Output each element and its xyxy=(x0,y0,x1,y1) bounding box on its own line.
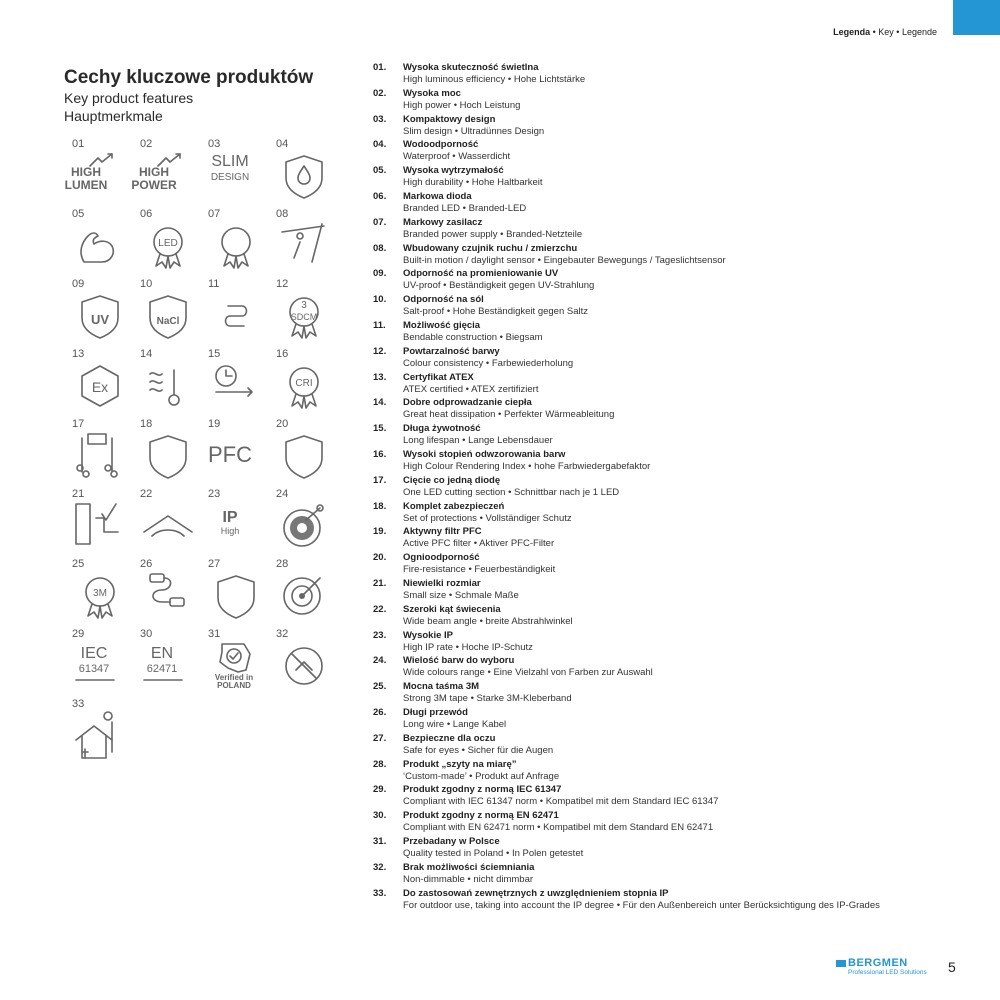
feature-number: 18. xyxy=(373,500,387,512)
icon-number: 26 xyxy=(140,558,153,570)
wide-beam-icon xyxy=(140,502,196,550)
svg-text:HIGH: HIGH xyxy=(139,165,169,179)
brand-tagline: Professional LED Solutions xyxy=(848,969,927,976)
feature-title: Wysoka skuteczność świetlna xyxy=(403,62,539,73)
long-wire-icon xyxy=(140,572,196,620)
feature-icon-cell xyxy=(72,558,132,618)
feature-title: Wysoka wytrzymałość xyxy=(403,165,504,177)
feature-icon-cell xyxy=(140,278,200,338)
page-title: Cechy kluczowe produktów xyxy=(64,67,314,88)
feature-number: 08. xyxy=(373,242,387,254)
feature-number: 30. xyxy=(373,810,387,822)
feature-icon-cell xyxy=(72,208,132,268)
feature-item xyxy=(373,268,973,294)
feature-number: 11. xyxy=(373,319,386,331)
feature-item xyxy=(373,707,973,733)
feature-title: Wodoodporność xyxy=(403,139,479,151)
en-62471-icon xyxy=(140,642,196,690)
feature-icon-cell xyxy=(131,138,200,198)
feature-description: Great heat dissipation • Perfekter Wärmeableitung xyxy=(403,409,615,421)
feature-title: Wysoki stopień odwzorowania barw xyxy=(403,448,566,460)
feature-item xyxy=(373,810,973,836)
icon-number: 14 xyxy=(140,348,153,360)
feature-item xyxy=(373,862,973,888)
feature-title: Kompaktowy design xyxy=(403,113,496,125)
feature-title: Komplet zabezpieczeń xyxy=(403,500,505,512)
feature-title: Bezpieczne dla oczu xyxy=(403,732,496,744)
feature-icon-cell xyxy=(140,348,200,408)
protection-shield-icon xyxy=(140,432,196,480)
feature-title: Markowa dioda xyxy=(403,190,472,202)
svg-text:Verified in: Verified in xyxy=(214,673,254,682)
feature-title: Aktywny filtr PFC xyxy=(403,526,482,538)
feature-description: Compliant with IEC 61347 norm • Kompatibel mit dem Standard IEC 61347 xyxy=(403,796,719,808)
feature-description: High IP rate • Hoche IP-Schutz xyxy=(403,641,533,653)
icon-number: 10 xyxy=(140,278,153,290)
feature-description: UV-proof • Beständigkeit gegen UV-Strahlung xyxy=(403,280,595,292)
feature-item xyxy=(373,139,973,165)
feature-description: ‘Custom-made’ • Produkt auf Anfrage xyxy=(403,770,560,782)
feature-title: Markowy zasilacz xyxy=(403,216,483,228)
feature-description: Wide beam angle • breite Abstrahlwinkel xyxy=(403,615,573,627)
svg-text:SLIM: SLIM xyxy=(211,153,249,170)
eye-safe-shield-icon xyxy=(208,572,264,620)
heat-dissipation-icon xyxy=(140,362,196,410)
non-dimmable-icon xyxy=(276,642,332,690)
svg-text:NaCl: NaCl xyxy=(156,316,180,327)
feature-number: 02. xyxy=(373,87,387,99)
icon-number: 31 xyxy=(208,628,221,640)
feature-item xyxy=(373,604,973,630)
icon-number: 08 xyxy=(276,208,289,220)
icon-number: 13 xyxy=(72,348,85,360)
colour-range-icon xyxy=(276,502,332,550)
feature-item xyxy=(373,630,973,656)
feature-description: Long wire • Lange Kabel xyxy=(403,718,507,730)
feature-icon-cell xyxy=(208,628,268,688)
feature-description: Slim design • Ultradünnes Design xyxy=(403,125,545,137)
feature-description: High power • Hoch Leistung xyxy=(403,99,521,111)
icon-number: 16 xyxy=(276,348,289,360)
page-title-block xyxy=(64,67,313,125)
motion-sensor-icon xyxy=(276,222,332,270)
feature-icon-cell xyxy=(276,138,336,198)
feature-title: Długa żywotność xyxy=(403,423,481,435)
feature-number: 33. xyxy=(373,887,387,899)
feature-description: Branded power supply • Branded-Netzteile xyxy=(403,228,583,240)
feature-title: Wysoka moc xyxy=(403,87,461,99)
feature-number: 29. xyxy=(373,784,387,796)
feature-item xyxy=(373,501,973,527)
corner-accent-block xyxy=(953,0,1000,35)
feature-item xyxy=(373,294,973,320)
feature-icon-cell xyxy=(276,278,336,338)
feature-title: Certyfikat ATEX xyxy=(403,371,474,383)
feature-number: 31. xyxy=(373,835,387,847)
svg-text:LED: LED xyxy=(158,238,178,249)
feature-item xyxy=(373,217,973,243)
icon-number: 04 xyxy=(276,138,289,150)
icon-number: 33 xyxy=(72,698,85,710)
icon-number: 24 xyxy=(276,488,289,500)
bendable-icon xyxy=(208,292,264,340)
feature-number: 20. xyxy=(373,552,387,564)
feature-icon-cell xyxy=(140,628,200,688)
feature-title: Wbudowany czujnik ruchu / zmierzchu xyxy=(403,242,578,254)
feature-description: Safe for eyes • Sicher für die Augen xyxy=(403,744,554,756)
long-lifespan-icon xyxy=(208,362,264,410)
feature-item xyxy=(373,191,973,217)
feature-number: 17. xyxy=(373,474,387,486)
iec-61347-icon xyxy=(72,642,128,690)
feature-item xyxy=(373,475,973,501)
icon-number: 28 xyxy=(276,558,289,570)
svg-text:3M: 3M xyxy=(93,588,107,599)
icon-number: 20 xyxy=(276,418,289,430)
feature-icon-cell xyxy=(276,488,336,548)
custom-made-target-icon xyxy=(276,572,332,620)
feature-description: High durability • Hohe Haltbarkeit xyxy=(403,177,543,189)
feature-icon-cell xyxy=(208,208,268,268)
feature-icon-cell xyxy=(140,488,200,548)
svg-text:DESIGN: DESIGN xyxy=(210,172,250,183)
icon-number: 07 xyxy=(208,208,221,220)
svg-text:Ex: Ex xyxy=(91,379,109,395)
feature-item xyxy=(373,165,973,191)
small-size-icon xyxy=(72,502,128,550)
feature-icon-cell xyxy=(64,138,132,198)
feature-item xyxy=(373,552,973,578)
svg-text:SDCM: SDCM xyxy=(290,312,318,322)
feature-number: 10. xyxy=(373,294,387,306)
feature-item xyxy=(373,784,973,810)
feature-title: Dobre odprowadzanie ciepła xyxy=(403,397,532,409)
feature-description: Waterproof • Wasserdicht xyxy=(403,151,511,163)
feature-description: High luminous efficiency • Hohe Lichtstärke xyxy=(403,74,586,85)
feature-number: 22. xyxy=(373,603,387,615)
feature-item xyxy=(373,836,973,862)
pfc-icon xyxy=(208,432,264,480)
icon-number: 22 xyxy=(140,488,153,500)
icon-number: 21 xyxy=(72,488,85,500)
icon-number: 19 xyxy=(208,418,221,430)
feature-number: 16. xyxy=(373,448,387,460)
page-subtitle-en: Key product features xyxy=(64,90,194,106)
icon-number: 30 xyxy=(140,628,153,640)
feature-description: Salt-proof • Hohe Beständigkeit gegen Saltz xyxy=(403,306,588,318)
feature-icon-cell xyxy=(72,278,132,338)
feature-number: 01. xyxy=(373,62,387,73)
icon-number: 25 xyxy=(72,558,85,570)
feature-item xyxy=(373,397,973,423)
feature-item xyxy=(373,346,973,372)
brand-mark-icon xyxy=(836,960,846,967)
feature-description: ATEX certified • ATEX zertifiziert xyxy=(403,383,539,395)
svg-text:EN: EN xyxy=(150,645,174,662)
icon-number: 01 xyxy=(72,138,85,150)
feature-description: Colour consistency • Farbewiederholung xyxy=(403,357,574,369)
feature-description: Long lifespan • Lange Lebensdauer xyxy=(403,435,553,447)
feature-icon-cell xyxy=(72,418,132,478)
brand-logo xyxy=(836,957,927,976)
feature-title: Odporność na sól xyxy=(403,294,484,306)
feature-number: 24. xyxy=(373,655,387,667)
slim-design-icon xyxy=(208,152,264,200)
feature-description: Fire-resistance • Feuerbeständigkeit xyxy=(403,564,556,576)
feature-description: Wide colours range • Eine Vielzahl von Farben zur Auswahl xyxy=(403,667,653,679)
feature-icon-cell xyxy=(276,418,336,478)
feature-title: Wysokie IP xyxy=(403,629,453,641)
feature-description: Non-dimmable • nicht dimmbar xyxy=(403,873,534,885)
icon-number: 32 xyxy=(276,628,289,640)
feature-title: Niewielki rozmiar xyxy=(403,577,481,589)
feature-icon-cell xyxy=(276,208,336,268)
feature-icon-cell xyxy=(208,138,268,198)
feature-icon-cell xyxy=(72,698,132,758)
colour-consistency-icon xyxy=(276,292,332,340)
high-power-icon xyxy=(131,152,196,200)
led-cutting-icon xyxy=(72,432,128,480)
feature-number: 32. xyxy=(373,861,387,873)
feature-item xyxy=(373,423,973,449)
3m-tape-icon xyxy=(72,572,128,620)
svg-text:HIGH: HIGH xyxy=(71,165,101,179)
waterproof-shield-icon xyxy=(276,152,332,200)
feature-item xyxy=(373,449,973,475)
durability-arm-icon xyxy=(72,222,128,270)
feature-description: Bendable construction • Biegsam xyxy=(403,331,543,343)
feature-icon-cell xyxy=(276,558,336,618)
feature-description: Strong 3M tape • Starke 3M-Kleberband xyxy=(403,693,572,705)
icon-number: 06 xyxy=(140,208,153,220)
feature-number: 14. xyxy=(373,397,387,409)
feature-item xyxy=(373,655,973,681)
feature-item xyxy=(373,888,973,914)
feature-item xyxy=(373,320,973,346)
icon-number: 27 xyxy=(208,558,221,570)
salt-proof-shield-icon xyxy=(140,292,196,340)
feature-icon-cell xyxy=(140,418,200,478)
feature-icon-cell xyxy=(72,488,132,548)
svg-text:62471: 62471 xyxy=(146,663,178,675)
feature-title: Produkt zgodny z normą IEC 61347 xyxy=(403,784,562,796)
feature-item xyxy=(373,681,973,707)
feature-icon-cell xyxy=(72,628,132,688)
feature-number: 03. xyxy=(373,113,387,125)
feature-item xyxy=(373,759,973,785)
feature-number: 21. xyxy=(373,577,387,589)
feature-item xyxy=(373,733,973,759)
feature-item xyxy=(373,62,973,88)
feature-icon-cell xyxy=(276,348,336,408)
high-ip-icon xyxy=(208,502,264,550)
feature-icon-cell xyxy=(276,628,336,688)
page-number: 5 xyxy=(948,959,956,975)
feature-item xyxy=(373,372,973,398)
feature-icon-cell xyxy=(208,558,268,618)
feature-item xyxy=(373,88,973,114)
icon-number: 05 xyxy=(72,208,85,220)
icon-number: 17 xyxy=(72,418,85,430)
feature-description: Built-in motion / daylight sensor • Eingebauter Bewegungs / Tageslichtsensor xyxy=(403,254,726,266)
feature-title: Możliwość gięcia xyxy=(403,319,481,331)
feature-description: Quality tested in Poland • In Polen getestet xyxy=(403,847,584,859)
verified-in-poland-icon xyxy=(208,642,264,690)
feature-title: Mocna taśma 3M xyxy=(403,681,480,693)
outdoor-use-icon xyxy=(72,712,128,760)
feature-number: 09. xyxy=(373,268,387,280)
feature-title: Odporność na promieniowanie UV xyxy=(403,268,559,280)
svg-text:POWER: POWER xyxy=(131,178,177,192)
icon-number: 09 xyxy=(72,278,85,290)
feature-number: 12. xyxy=(373,345,387,357)
icon-number: 11 xyxy=(208,278,220,290)
feature-number: 04. xyxy=(373,139,387,151)
brand-name: BERGMEN xyxy=(848,957,908,969)
feature-description: Compliant with EN 62471 norm • Kompatibel mit dem Standard EN 62471 xyxy=(403,822,714,834)
feature-icon-cell xyxy=(72,348,132,408)
feature-number: 26. xyxy=(373,706,387,718)
feature-item xyxy=(373,114,973,140)
feature-number: 23. xyxy=(373,629,387,641)
icon-number: 03 xyxy=(208,138,221,150)
feature-number: 15. xyxy=(373,423,387,435)
icon-number: 15 xyxy=(208,348,221,360)
feature-icon-cell xyxy=(208,418,268,478)
page-subtitle-de: Hauptmerkmale xyxy=(64,108,163,124)
feature-number: 27. xyxy=(373,732,387,744)
feature-number: 06. xyxy=(373,190,387,202)
feature-title: Produkt zgodny z normą EN 62471 xyxy=(403,810,559,822)
feature-number: 19. xyxy=(373,526,387,538)
feature-title: Szeroki kąt świecenia xyxy=(403,603,501,615)
uv-proof-shield-icon xyxy=(72,292,128,340)
feature-title: Ognioodporność xyxy=(403,552,480,564)
icon-number: 02 xyxy=(140,138,153,150)
feature-icon-cell xyxy=(208,348,268,408)
icon-number: 23 xyxy=(208,488,221,500)
fire-resistance-shield-icon xyxy=(276,432,332,480)
icon-number: 18 xyxy=(140,418,153,430)
svg-text:IEC: IEC xyxy=(80,645,108,662)
svg-text:PFC: PFC xyxy=(208,442,252,467)
feature-title: Wielość barw do wyboru xyxy=(403,655,515,667)
svg-text:IP: IP xyxy=(222,509,238,526)
feature-description: One LED cutting section • Schnittbar nach je 1 LED xyxy=(403,486,620,498)
feature-number: 07. xyxy=(373,216,387,228)
feature-icon-cell xyxy=(140,558,200,618)
icon-number: 29 xyxy=(72,628,85,640)
feature-item xyxy=(373,526,973,552)
feature-title: Cięcie co jedną diodę xyxy=(403,474,501,486)
feature-description: Active PFC filter • Aktiver PFC-Filter xyxy=(403,538,555,550)
feature-description: Set of protections • Vollständiger Schutz xyxy=(403,512,572,524)
feature-title: Produkt „szyty na miarę” xyxy=(403,758,517,770)
header-legend: Legenda • Key • Legende xyxy=(833,27,937,37)
feature-number: 28. xyxy=(373,758,387,770)
branded-power-supply-icon xyxy=(208,222,264,270)
feature-number: 13. xyxy=(373,371,387,383)
feature-icon-cell xyxy=(208,278,268,338)
feature-icon-cell xyxy=(140,208,200,268)
feature-item xyxy=(373,243,973,269)
feature-title: Długi przewód xyxy=(403,706,468,718)
feature-number: 25. xyxy=(373,681,387,693)
svg-text:61347: 61347 xyxy=(78,663,110,675)
feature-number: 05. xyxy=(373,165,387,177)
feature-title: Do zastosowań zewnętrznych z uwzględnieniem stopnia IP xyxy=(403,887,669,899)
svg-text:UV: UV xyxy=(90,312,110,327)
svg-text:POLAND: POLAND xyxy=(217,681,251,690)
feature-description: Branded LED • Branded-LED xyxy=(403,202,527,214)
feature-title: Brak możliwości ściemniania xyxy=(403,861,535,873)
svg-text:High: High xyxy=(220,526,240,536)
atex-icon xyxy=(72,362,128,410)
feature-description: For outdoor use, taking into account the IP degree • Für den Außenbereich unter Berücksichtigung des IP-Grades xyxy=(403,899,880,911)
feature-icon-cell xyxy=(208,488,268,548)
high-cri-icon xyxy=(276,362,332,410)
feature-description: High Colour Rendering Index • hohe Farbwiedergabefaktor xyxy=(403,460,651,472)
svg-text:LUMEN: LUMEN xyxy=(64,178,108,192)
high-lumen-icon xyxy=(64,152,128,200)
feature-list xyxy=(373,62,973,913)
svg-text:CRI: CRI xyxy=(295,378,313,389)
icon-number: 12 xyxy=(276,278,289,290)
feature-title: Powtarzalność barwy xyxy=(403,345,500,357)
svg-text:3: 3 xyxy=(301,300,307,311)
branded-led-icon xyxy=(140,222,196,270)
feature-title: Przebadany w Polsce xyxy=(403,835,500,847)
feature-description: Small size • Schmale Maße xyxy=(403,589,519,601)
feature-item xyxy=(373,578,973,604)
